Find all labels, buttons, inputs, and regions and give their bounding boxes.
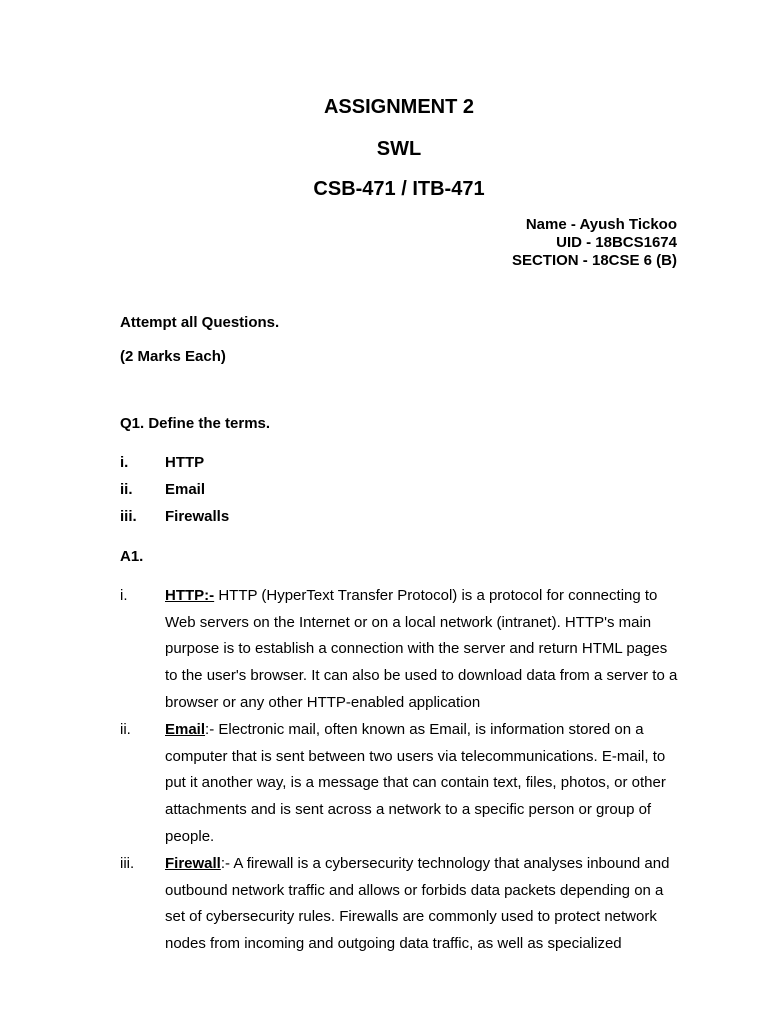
- answer-number: ii.: [120, 721, 131, 738]
- marks-text: (2 Marks Each): [120, 348, 226, 365]
- answer-heading: A1.: [120, 548, 144, 565]
- answer-body: [165, 717, 680, 851]
- term-number: i.: [120, 454, 129, 471]
- answer-number: iii.: [120, 855, 135, 872]
- answer-text: HTTP (HyperText Transfer Protocol) is a protocol for connecting to Web servers on the Internet or on a local network (intranet). HTTP's main purpose is to establish a connection with the server and return HTML pages to the user's browser. It can also be used to download data from a server to a browser or any other HTTP-enabled application: [165, 587, 678, 711]
- term-item: [120, 481, 420, 499]
- assignment-title: ASSIGNMENT 2: [323, 96, 475, 118]
- answer-item: [120, 583, 680, 717]
- answer-item: [120, 851, 680, 958]
- term-item: [120, 454, 420, 472]
- term-label: Firewalls: [165, 508, 230, 525]
- answer-keyword: Firewall: [165, 855, 221, 872]
- term-label: Email: [165, 481, 206, 498]
- term-item: [120, 508, 420, 526]
- question-title: Q1. Define the terms.: [120, 415, 271, 432]
- answer-text: :- Electronic mail, often known as Email, is information stored on a computer that is sent between two users via telecommunications. E-mail, to put it another way, is a message that can contain text, files, photos, or other attachments and is sent across a network to a specific person or group of people.: [165, 721, 666, 845]
- answer-item: [120, 717, 680, 851]
- term-number: iii.: [120, 508, 137, 525]
- answer-keyword: HTTP:-: [165, 587, 215, 604]
- answer-text: :- A firewall is a cybersecurity technology that analyses inbound and outbound network traffic and allows or forbids data packets depending on a set of cybersecurity rules. Firewalls are commonly used to protect network nodes from incoming and outgoing data traffic, as well as specialized: [165, 855, 670, 953]
- answer-body: [165, 851, 680, 958]
- subject-title: SWL: [376, 138, 422, 160]
- course-code: CSB-471 / ITB-471: [313, 178, 485, 200]
- student-info: [512, 216, 677, 270]
- student-section: SECTION - 18CSE 6 (B): [511, 252, 677, 269]
- answer-keyword: Email: [165, 721, 206, 738]
- term-label: HTTP: [165, 454, 205, 471]
- answer-body: [165, 583, 680, 717]
- answer-number: i.: [120, 587, 128, 604]
- student-uid: UID - 18BCS1674: [556, 234, 677, 251]
- student-name: Name - Ayush Tickoo: [525, 216, 677, 233]
- instruction-text: Attempt all Questions.: [120, 314, 280, 331]
- term-number: ii.: [120, 481, 133, 498]
